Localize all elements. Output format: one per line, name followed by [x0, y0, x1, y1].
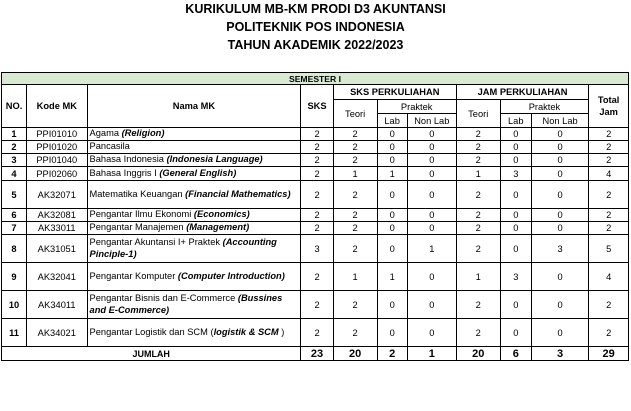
cell-nama [87, 181, 301, 209]
course-name: Agama [89, 128, 122, 139]
cell-lab: 0 [377, 235, 407, 263]
cell-jam-nonlab: 0 [531, 167, 588, 181]
cell-teori: 2 [333, 128, 377, 141]
cell-jam-lab: 0 [500, 319, 531, 347]
footer-jam-nonlab: 3 [531, 347, 588, 361]
cell-jam-nonlab: 3 [531, 235, 588, 263]
header-nama: Nama MK [87, 85, 301, 128]
cell-sks: 2 [301, 154, 333, 167]
cell-lab: 0 [377, 128, 407, 141]
cell-total: 5 [589, 235, 629, 263]
cell-nonlab: 0 [407, 222, 456, 235]
cell-jam-nonlab: 0 [531, 141, 588, 154]
course-name-english: (Bussines and E-Commerce) [89, 293, 283, 315]
cell-lab: 0 [377, 209, 407, 222]
cell-total: 2 [589, 319, 629, 347]
cell-nama [87, 222, 301, 235]
cell-teori: 2 [333, 154, 377, 167]
cell-nonlab: 0 [407, 263, 456, 291]
cell-no: 8 [2, 235, 27, 263]
cell-jam-lab: 0 [500, 235, 531, 263]
cell-kode: AK31051 [27, 235, 88, 263]
title-block [0, 0, 631, 54]
cell-jam-lab: 3 [500, 167, 531, 181]
cell-no: 7 [2, 222, 27, 235]
cell-teori: 2 [333, 319, 377, 347]
cell-nonlab: 0 [407, 154, 456, 167]
cell-nonlab: 0 [407, 209, 456, 222]
cell-teori: 1 [333, 263, 377, 291]
course-name-english: (Accounting Pinciple-1) [89, 237, 277, 259]
footer-sks: 23 [301, 347, 333, 361]
cell-jam-nonlab: 0 [531, 154, 588, 167]
cell-jam-lab: 0 [500, 154, 531, 167]
cell-teori: 2 [333, 222, 377, 235]
footer-nonlab: 1 [407, 347, 456, 361]
cell-jam-nonlab: 0 [531, 291, 588, 319]
cell-kode: AK34011 [27, 291, 88, 319]
footer-lab: 2 [377, 347, 407, 361]
cell-sks: 2 [301, 291, 333, 319]
table-body [2, 128, 629, 347]
title-line-2: POLITEKNIK POS INDONESIA [226, 20, 405, 34]
cell-jam-teori: 2 [456, 181, 500, 209]
cell-lab: 0 [377, 154, 407, 167]
cell-total: 2 [589, 222, 629, 235]
cell-no: 5 [2, 181, 27, 209]
cell-no: 4 [2, 167, 27, 181]
cell-jam-lab: 0 [500, 222, 531, 235]
cell-nonlab: 0 [407, 167, 456, 181]
cell-no: 6 [2, 209, 27, 222]
cell-jam-nonlab: 0 [531, 319, 588, 347]
cell-lab: 1 [377, 167, 407, 181]
cell-total: 2 [589, 154, 629, 167]
cell-jam-teori: 2 [456, 154, 500, 167]
cell-jam-nonlab: 0 [531, 263, 588, 291]
header-no: NO. [2, 85, 27, 128]
cell-lab: 0 [377, 222, 407, 235]
cell-jam-nonlab: 0 [531, 128, 588, 141]
table-row [2, 128, 629, 141]
cell-kode: AK32041 [27, 263, 88, 291]
cell-jam-lab: 0 [500, 291, 531, 319]
cell-nama [87, 154, 301, 167]
footer-jam-teori: 20 [456, 347, 500, 361]
cell-nonlab: 0 [407, 128, 456, 141]
course-name-english: (Management) [186, 222, 250, 233]
footer-label: JUMLAH [2, 347, 301, 361]
course-name-english: (Economics) [193, 209, 250, 220]
header-jam-nonlab: Non Lab [531, 114, 588, 128]
cell-nama [87, 319, 301, 347]
cell-sks: 2 [301, 263, 333, 291]
cell-total: 2 [589, 128, 629, 141]
cell-kode: AK33011 [27, 222, 88, 235]
header-kode: Kode MK [27, 85, 88, 128]
cell-kode: PPI01040 [27, 154, 88, 167]
course-name: Pengantar Ilmu Ekonomi [89, 209, 194, 220]
table-row [2, 141, 629, 154]
cell-teori: 2 [333, 181, 377, 209]
header-total-jam: Total Jam [589, 85, 629, 128]
table-row [2, 263, 629, 291]
table-row [2, 154, 629, 167]
cell-total: 2 [589, 141, 629, 154]
table-row [2, 235, 629, 263]
cell-nonlab: 0 [407, 319, 456, 347]
cell-lab: 1 [377, 263, 407, 291]
cell-jam-teori: 2 [456, 141, 500, 154]
cell-jam-lab: 0 [500, 209, 531, 222]
cell-lab: 0 [377, 141, 407, 154]
header-jam-praktek: Praktek [500, 100, 589, 114]
cell-lab: 0 [377, 181, 407, 209]
cell-kode: AK34021 [27, 319, 88, 347]
course-name: Pengantar Akuntansi I+ Praktek [89, 237, 223, 247]
cell-no: 10 [2, 291, 27, 319]
cell-total: 2 [589, 181, 629, 209]
cell-sks: 2 [301, 128, 333, 141]
table-row [2, 291, 629, 319]
cell-jam-nonlab: 0 [531, 209, 588, 222]
cell-nama [87, 128, 301, 141]
cell-kode: PPI01020 [27, 141, 88, 154]
cell-nama [87, 263, 301, 291]
cell-nama [87, 209, 301, 222]
cell-jam-lab: 0 [500, 141, 531, 154]
cell-jam-teori: 1 [456, 167, 500, 181]
header-praktek: Praktek [377, 100, 456, 114]
cell-sks: 3 [301, 235, 333, 263]
cell-total: 2 [589, 291, 629, 319]
course-name: Pengantar Manajemen [89, 222, 187, 233]
cell-teori: 2 [333, 235, 377, 263]
cell-teori: 2 [333, 209, 377, 222]
cell-teori: 2 [333, 291, 377, 319]
table-row [2, 209, 629, 222]
cell-no: 11 [2, 319, 27, 347]
table-row [2, 181, 629, 209]
cell-jam-teori: 2 [456, 209, 500, 222]
cell-nonlab: 1 [407, 235, 456, 263]
cell-sks: 2 [301, 167, 333, 181]
cell-kode: PPI01010 [27, 128, 88, 141]
cell-jam-lab: 0 [500, 181, 531, 209]
table-row [2, 167, 629, 181]
cell-lab: 0 [377, 319, 407, 347]
cell-nonlab: 0 [407, 291, 456, 319]
cell-jam-nonlab: 0 [531, 181, 588, 209]
cell-teori: 1 [333, 167, 377, 181]
header-sks-perkuliahan: SKS PERKULIAHAN [333, 85, 456, 100]
cell-jam-teori: 2 [456, 319, 500, 347]
cell-nama [87, 141, 301, 154]
title-line-1: KURIKULUM MB-KM PRODI D3 AKUNTANSI [185, 2, 446, 16]
cell-total: 2 [589, 209, 629, 222]
course-name: Bahasa Indonesia [89, 154, 167, 165]
cell-no: 2 [2, 141, 27, 154]
header-jam-lab: Lab [500, 114, 531, 128]
cell-nama [87, 167, 301, 181]
cell-jam-teori: 2 [456, 235, 500, 263]
cell-nama [87, 291, 301, 319]
header-sks: SKS [301, 85, 333, 128]
course-name-english: (Indonesia Language) [166, 154, 263, 165]
cell-jam-teori: 2 [456, 128, 500, 141]
cell-no: 9 [2, 263, 27, 291]
footer-total: 29 [589, 347, 629, 361]
cell-total: 4 [589, 167, 629, 181]
cell-jam-teori: 1 [456, 263, 500, 291]
cell-sks: 2 [301, 181, 333, 209]
title-line-3: TAHUN AKADEMIK 2022/2023 [227, 38, 404, 52]
cell-kode: AK32071 [27, 181, 88, 209]
course-name-english: (General English) [159, 167, 237, 178]
course-name: Pengantar Logistik dan SCM ( [89, 326, 214, 337]
course-name-english: logistik & SCM [213, 326, 279, 337]
header-jam-teori: Teori [456, 100, 500, 128]
cell-kode: AK32081 [27, 209, 88, 222]
table-row [2, 319, 629, 347]
cell-nonlab: 0 [407, 141, 456, 154]
header-lab: Lab [377, 114, 407, 128]
cell-sks: 2 [301, 141, 333, 154]
cell-nama [87, 235, 301, 263]
cell-sks: 2 [301, 319, 333, 347]
cell-jam-lab: 0 [500, 128, 531, 141]
course-name-english: (Computer Introduction) [177, 270, 285, 281]
cell-jam-teori: 2 [456, 291, 500, 319]
cell-kode: PPI02060 [27, 167, 88, 181]
header-jam-perkuliahan: JAM PERKULIAHAN [456, 85, 588, 100]
course-name-english: (Religion) [121, 128, 165, 139]
cell-sks: 2 [301, 222, 333, 235]
course-name-tail: ) [278, 326, 285, 337]
cell-total: 4 [589, 263, 629, 291]
cell-lab: 0 [377, 291, 407, 319]
cell-jam-teori: 2 [456, 222, 500, 235]
course-name-english: (Financial Mathematics) [185, 188, 291, 199]
curriculum-table [1, 72, 629, 361]
footer-row [2, 347, 629, 361]
cell-jam-nonlab: 0 [531, 222, 588, 235]
cell-jam-lab: 3 [500, 263, 531, 291]
header-teori: Teori [333, 100, 377, 128]
cell-nonlab: 0 [407, 181, 456, 209]
course-name: Bahasa Inggris I [89, 167, 160, 178]
cell-teori: 2 [333, 141, 377, 154]
footer-teori: 20 [333, 347, 377, 361]
table-row [2, 222, 629, 235]
cell-no: 1 [2, 128, 27, 141]
footer-jam-lab: 6 [500, 347, 531, 361]
course-name: Pengantar Komputer [89, 270, 178, 281]
course-name: Pengantar Bisnis dan E-Commerce [89, 293, 238, 303]
semester-label: SEMESTER I [2, 73, 629, 85]
cell-sks: 2 [301, 209, 333, 222]
header-nonlab: Non Lab [407, 114, 456, 128]
course-name: Pancasila [89, 141, 130, 152]
cell-no: 3 [2, 154, 27, 167]
course-name: Matematika Keuangan [89, 188, 186, 199]
